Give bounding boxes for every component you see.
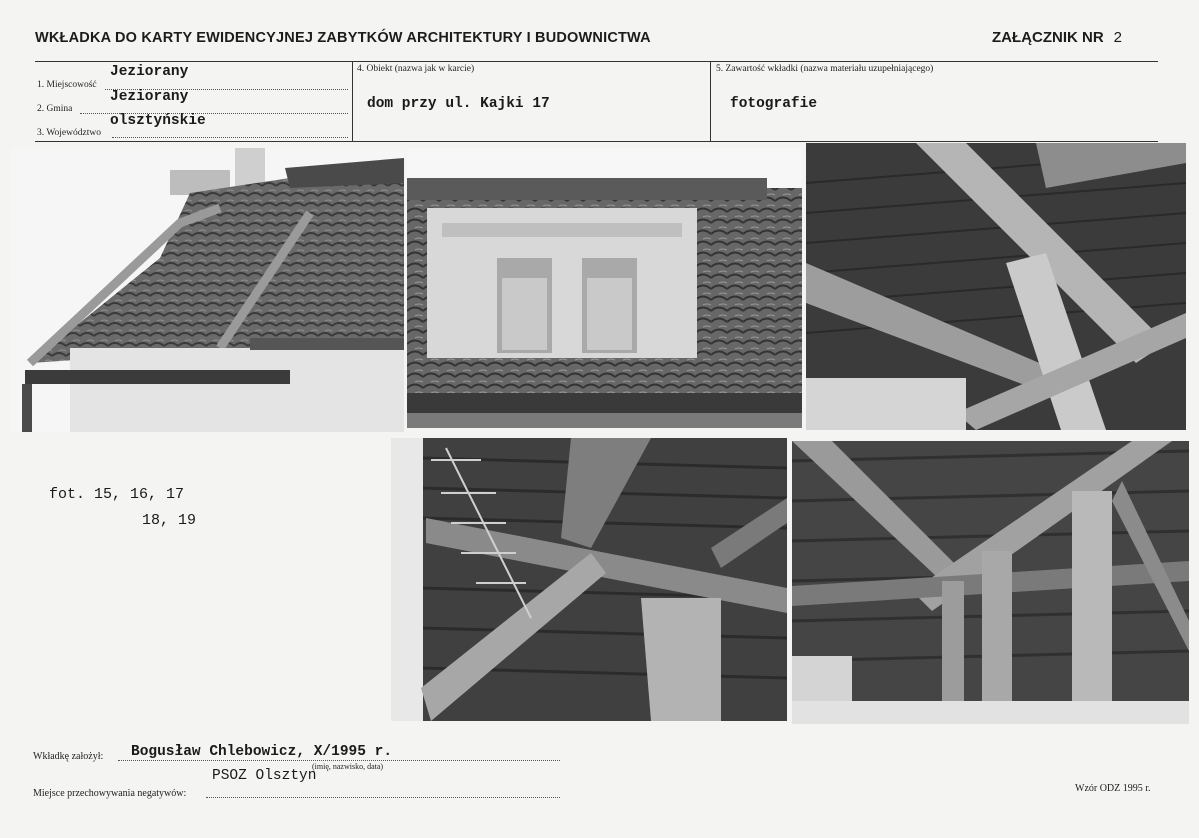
photo-attic-beams-2 [391,438,787,721]
form-bottom-border [35,141,1158,142]
zalozyl-value: Bogusław Chlebowicz, X/1995 r. [131,744,393,760]
miejsce-label: Miejsce przechowywania negatywów: [33,788,187,799]
miejsce-line [206,797,560,798]
zalozyl-hint: (imię, nazwisko, data) [312,762,384,771]
wojewodztwo-line [112,137,348,138]
annex-number [992,29,1122,46]
photo-attic-beams-3 [792,441,1189,724]
obiekt-label: 4. Obiekt (nazwa jak w karcie) [357,64,475,74]
zawartosc-value: fotografie [730,96,818,112]
zalozyl-label: Wkładkę założył: [33,751,104,762]
miejscowosc-value: Jeziorany [110,64,189,80]
annex-value: 2 [1113,29,1122,46]
gmina-label: 2. Gmina [37,104,73,114]
form-version: Wzór ODZ 1995 r. [1075,783,1151,794]
form-top-border [35,61,1158,62]
photo-roof-corner [10,148,404,432]
gmina-value: Jeziorany [110,89,189,105]
annex-label: ZAŁĄCZNIK NR [992,29,1104,46]
photo-attic-beams-1 [806,143,1186,430]
form-divider-2 [710,61,711,141]
photo-numbers-line1: fot. 15, 16, 17 [49,486,185,503]
zawartosc-label: 5. Zawartość wkładki (nazwa materiału uzupełniającego) [716,64,934,74]
document-title: WKŁADKA DO KARTY EWIDENCYJNEJ ZABYTKÓW ARCHITEKTURY I BUDOWNICTWA [35,30,651,46]
photo-dormer-window [407,148,802,428]
obiekt-value: dom przy ul. Kajki 17 [367,96,550,112]
zalozyl-line [118,760,560,761]
wojewodztwo-label: 3. Województwo [37,128,101,138]
wojewodztwo-value: olsztyńskie [110,113,206,129]
photo-numbers-line2: 18, 19 [142,512,197,529]
form-divider-1 [352,61,353,141]
miejsce-value: PSOZ Olsztyn [212,768,317,784]
miejscowosc-label: 1. Miejscowość [37,80,97,90]
